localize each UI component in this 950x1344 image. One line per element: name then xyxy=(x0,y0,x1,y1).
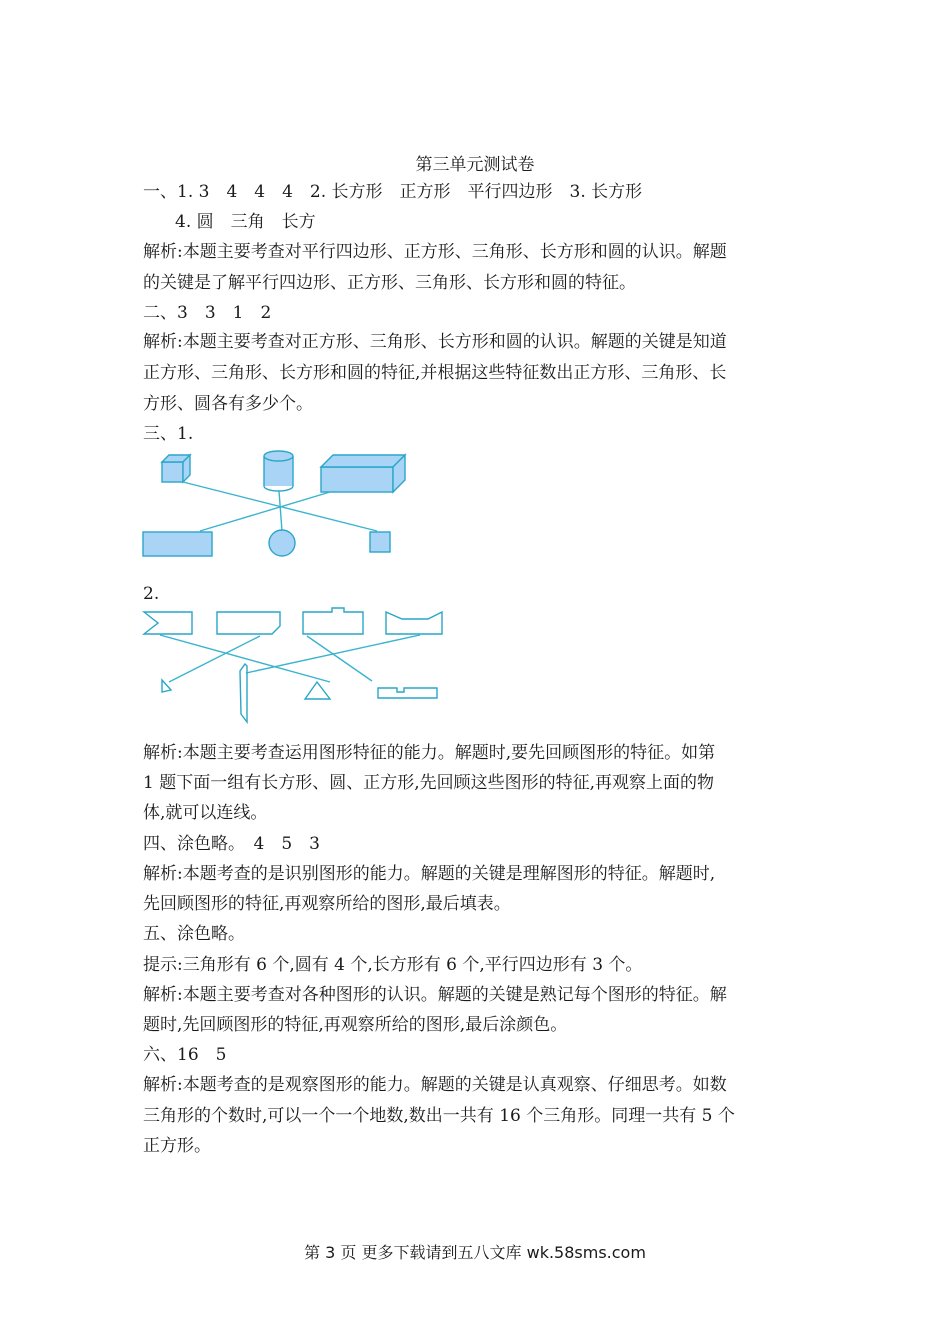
answer-line: 正方形、三角形、长方形和圆的特征,并根据这些特征数出正方形、三角形、长 xyxy=(143,363,727,383)
answer-line: 方形、圆各有多少个。 xyxy=(143,394,313,414)
page-footer: 第 3 页 更多下载请到五八文库 wk.58sms.com xyxy=(304,1243,646,1262)
cylinder-shape xyxy=(264,451,293,491)
answer-line: 二、3 3 1 2 xyxy=(143,303,272,323)
answer-line: 五、涂色略。 xyxy=(143,924,245,944)
answer-line: 一、1. 3 4 4 4 2. 长方形 正方形 平行四边形 3. 长方形 xyxy=(143,182,643,202)
answer-line: 解析:本题考查的是识别图形的能力。解题的关键是理解图形的特征。解题时, xyxy=(143,864,716,884)
circle-shape xyxy=(269,530,295,556)
cube-shape xyxy=(162,455,190,482)
answer-line: 的关键是了解平行四边形、正方形、三角形、长方形和圆的特征。 xyxy=(143,273,636,293)
cut-shape-2 xyxy=(217,612,280,634)
cuboid-shape xyxy=(321,455,405,492)
answer-line: 解析:本题主要考查运用图形特征的能力。解题时,要先回顾图形的特征。如第 xyxy=(143,743,716,763)
answer-line: 1 题下面一组有长方形、圆、正方形,先回顾这些图形的特征,再观察上面的物 xyxy=(143,773,715,793)
answer-line: 4. 圆 三角 长方 xyxy=(175,212,316,232)
matching-figure-2 xyxy=(140,604,450,726)
answer-line: 解析:本题主要考查对各种图形的认识。解题的关键是熟记每个图形的特征。解 xyxy=(143,985,727,1005)
answer-line: 三角形的个数时,可以一个一个地数,数出一共有 16 个三角形。同理一共有 5 个 xyxy=(143,1106,735,1126)
answer-line: 提示:三角形有 6 个,圆有 4 个,长方形有 6 个,平行四边形有 3 个。 xyxy=(143,955,643,975)
answer-line: 题时,先回顾图形的特征,再观察所给的图形,最后涂颜色。 xyxy=(143,1015,568,1035)
answer-line: 解析:本题主要考查对平行四边形、正方形、三角形、长方形和圆的认识。解题 xyxy=(143,242,727,262)
page-title: 第三单元测试卷 xyxy=(415,155,535,175)
answer-line: 解析:本题考查的是观察图形的能力。解题的关键是认真观察、仔细思考。如数 xyxy=(143,1075,727,1095)
cut-shape-1 xyxy=(144,612,192,634)
answer-line: 解析:本题主要考查对正方形、三角形、长方形和圆的认识。解题的关键是知道 xyxy=(143,332,727,352)
answer-line: 正方形。 xyxy=(143,1136,211,1156)
answer-line: 三、1. xyxy=(143,424,194,444)
matching-figure-1 xyxy=(140,448,420,563)
cut-shape-3 xyxy=(303,608,363,634)
answer-line: 2. xyxy=(143,584,160,604)
answer-line: 六、16 5 xyxy=(143,1045,227,1065)
answer-line: 先回顾图形的特征,再观察所给的图形,最后填表。 xyxy=(143,894,511,914)
cut-shape-4 xyxy=(386,612,442,634)
square-shape xyxy=(370,532,390,552)
connector-lines xyxy=(160,635,420,682)
cut-piece-4 xyxy=(378,688,437,698)
cut-piece-3 xyxy=(305,682,330,699)
answer-line: 四、涂色略。 4 5 3 xyxy=(143,834,320,854)
answer-line: 体,就可以连线。 xyxy=(143,803,268,823)
rectangle-shape xyxy=(143,532,212,556)
